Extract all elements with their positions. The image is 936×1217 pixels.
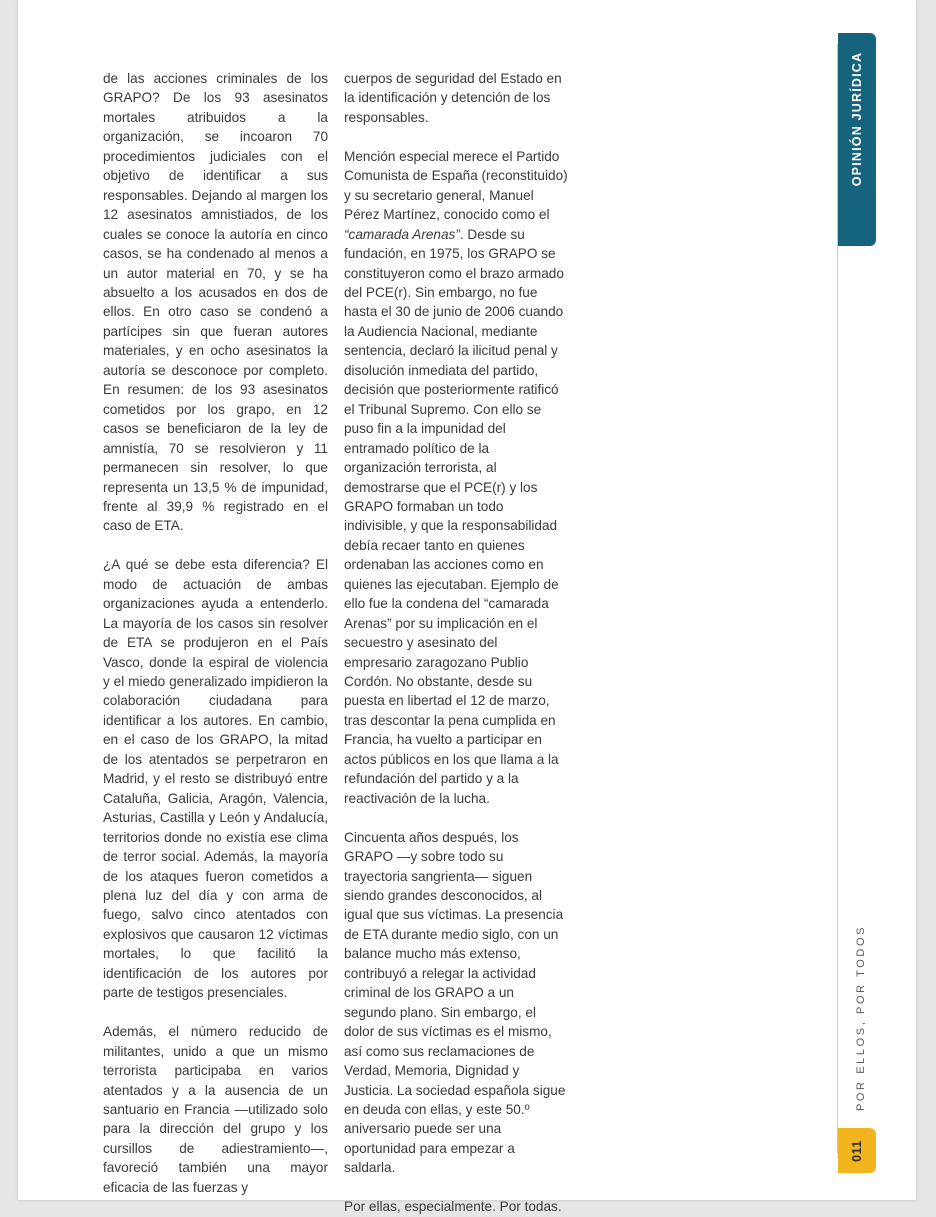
paragraph: cuerpos de seguridad del Estado en la identificación y detención de los responsables. — [344, 71, 562, 125]
text-column-left — [103, 69, 328, 1197]
paragraph — [344, 147, 569, 808]
footer-slogan: POR ELLOS, POR TODOS — [855, 924, 867, 1112]
text-column-right — [344, 69, 569, 1217]
paragraph-text: Mención especial merece el Partido Comunista de España (reconstituido) y su secretario general, Manuel Pérez Martínez, conocido como el — [344, 148, 568, 223]
paragraph: Además, el número reducido de militantes, unido a que un mismo terrorista participaba en varios atentados y a la ausencia de un santuario en Francia —utilizado solo para la dirección del grupo y los cursillos de adiestramiento—, favoreció también una mayor eficacia de las fuerzas y — [103, 1024, 328, 1195]
emphasized-name: “camarada Arenas” — [344, 226, 460, 242]
page-number: 011 — [850, 1140, 864, 1162]
paragraph: de las acciones criminales de los GRAPO? De los 93 asesinatos mortales atribuidos a la organización, se incoaron 70 procedimientos judiciales con el objetivo de identificar a sus responsables. Dejando al margen los 12 asesinatos amnistiados, de los cuales se conoce la autoría en cinco casos, se ha condenado al menos a un autor material en 70, y se ha absuelto a los acusados en dos de ellos. En otro caso se condenó a partícipes sin que fueran autores materiales, y en ocho asesinatos la autoría se desconoce por completo. En resumen: de los 93 asesinatos cometidos por los grapo, en 12 casos se beneficiaron de la ley de amnistía, 70 se resolvieron y 11 permanecen sin resolver, lo que representa un 13,5 % de impunidad, frente al 39,9 % registrado en el caso de ETA. — [103, 71, 328, 534]
paragraph-text: . Desde su fundación, en 1975, los GRAPO se constituyeron como el brazo armado del PCE(r). Sin embargo, no fue hasta el 30 de junio de 2006 cuando la Audiencia Nacional, mediante sentencia, declaró la ilicitud penal y disolución inmediata del partido, decisión que posteriormente ratificó el Tribunal Supremo. Con ello se puso fin a la impunidad del entramado político de la organización terrorista, al demostrarse que el PCE(r) y los GRAPO formaban un todo indivisible, y que la responsabilidad debía recaer tanto en quienes ordenaban las acciones como en quienes las ejecutaban. Ejemplo de ello fue la condena del “camarada Arenas” por su implicación en el secuestro y asesinato del empresario zaragozano Publio Cordón. No obstante, desde su puesta en libertad el 12 de marzo, tras descontar la pena cumplida en Francia, ha vuelto a participar en actos públicos en los que llama a la refundación del partido y a la reactivación de la lucha. — [344, 226, 564, 806]
paragraph: Cincuenta años después, los GRAPO —y sobre todo su trayectoria sangrienta— siguen siendo grandes desconocidos, al igual que sus víctimas. La presencia de ETA durante medio siglo, con un balance mucho más extenso, contribuyó a relegar la actividad criminal de los GRAPO a un segundo plano. Sin embargo, el dolor de sus víctimas es el mismo, así como sus reclamaciones de Verdad, Memoria, Dignidad y Justicia. La sociedad española sigue en deuda con ellas, y este 50.º aniversario puede ser una oportunidad para empezar a saldarla. — [344, 829, 566, 1176]
paragraph: ¿A qué se debe esta diferencia? El modo de actuación de ambas organizaciones ayuda a entenderlo. La mayoría de los casos sin resolver de ETA se produjeron en el País Vasco, donde la espiral de violencia y el miedo generalizado impidieron la colaboración ciudadana para identificar a los autores. En cambio, en el caso de los GRAPO, la mitad de los atentados se perpetraron en Madrid, y el resto se distribuyó entre Cataluña, Galicia, Aragón, Valencia, Asturias, Castilla y León y Andalucía, territorios donde no existía ese clima de terror social. Además, la mayoría de los ataques fueron cometidos a plena luz del día y con arma de fuego, salvo cinco atentados con explosivos que causaron 12 víctimas mortales, lo que facilitó la identificación de los autores por parte de testigos presenciales. — [103, 557, 328, 1001]
section-tab-label: OPINIÓN JURÍDICA — [850, 51, 864, 187]
closing-line: Por ellas, especialmente. Por todas. — [344, 1199, 562, 1215]
